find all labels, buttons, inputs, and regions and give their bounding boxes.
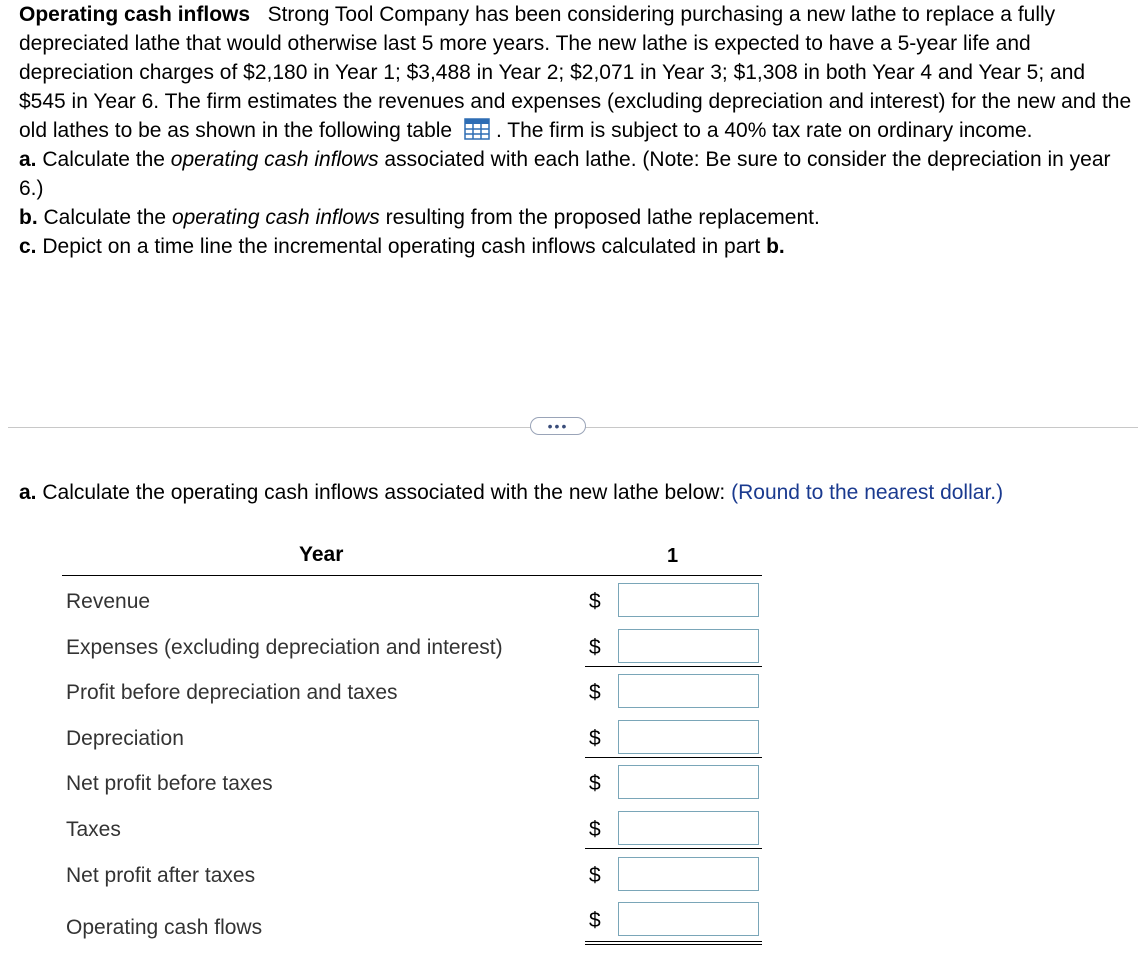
part-a-pre: Calculate the: [42, 148, 165, 171]
part-c-instruction: [19, 232, 1134, 261]
problem-intro-text: Strong Tool Company has been considering purchasing a new lathe to replace a fully depreciated lathe that would otherwise last 5 more years. The new lathe is expected to have a 5-year life and depreciation charges of $2,180 in Year 1; $3,488 in Year 2; $2,071 in Year 3; $1,308 in both Year 4 and Year 5; and $545 in Year 6. The firm estimates the revenues and expenses (excluding depreciation and interest) for the new and the old lathes to be as shown in the following table: [19, 3, 1132, 142]
part-c-bold: b.: [766, 235, 785, 258]
part-b-post: resulting from the proposed lathe replacement.: [385, 206, 820, 229]
table-grid-icon[interactable]: [462, 117, 492, 141]
part-a-em: operating cash inflows: [170, 148, 379, 171]
subtotal-rule: [585, 848, 762, 849]
header-rule: [62, 575, 762, 576]
part-a-instruction: [19, 145, 1134, 203]
profit-before-dep-input[interactable]: [618, 674, 759, 708]
subtotal-rule: [585, 757, 762, 758]
part-a-post: associated with each lathe. (Note: Be sure to consider the depreciation in year 6.): [19, 148, 1111, 200]
row-label-operating-cash-flows: Operating cash flows: [66, 916, 263, 939]
question-prompt: [19, 478, 1003, 507]
year-header: Year: [299, 543, 344, 566]
expand-more-button[interactable]: •••: [530, 417, 586, 435]
part-b-pre: Calculate the: [43, 206, 167, 229]
currency-symbol: $: [589, 909, 601, 932]
part-c-label: c.: [19, 235, 37, 258]
part-c-pre: Depict on a time line the incremental operating cash inflows calculated in part: [42, 235, 761, 258]
currency-symbol: $: [589, 772, 601, 795]
net-profit-after-taxes-input[interactable]: [618, 857, 759, 891]
total-double-rule: [585, 941, 762, 945]
part-b-instruction: [19, 203, 1134, 232]
row-label-expenses: Expenses (excluding depreciation and interest): [66, 636, 503, 659]
currency-symbol: $: [589, 681, 601, 704]
depreciation-input[interactable]: [618, 720, 759, 754]
taxes-input[interactable]: [618, 811, 759, 845]
row-label-taxes: Taxes: [66, 818, 121, 841]
row-label-net-profit-after-taxes: Net profit after taxes: [66, 864, 256, 887]
rounding-hint: (Round to the nearest dollar.): [731, 481, 1004, 504]
currency-symbol: $: [589, 818, 601, 841]
currency-symbol: $: [589, 727, 601, 750]
part-a-label: a.: [19, 148, 37, 171]
expenses-input[interactable]: [618, 629, 759, 663]
row-label-depreciation: Depreciation: [66, 727, 184, 750]
subtotal-rule: [585, 666, 762, 667]
problem-intro-end: . The firm is subject to a 40% tax rate on ordinary income.: [495, 119, 1033, 142]
currency-symbol: $: [589, 590, 601, 613]
problem-intro: [19, 0, 1134, 145]
currency-symbol: $: [589, 864, 601, 887]
row-label-revenue: Revenue: [66, 590, 151, 613]
revenue-input[interactable]: [618, 583, 759, 617]
problem-statement: [19, 0, 1134, 261]
net-profit-before-taxes-input[interactable]: [618, 765, 759, 799]
question-label: a.: [19, 481, 37, 504]
row-label-profit-before-dep: Profit before depreciation and taxes: [66, 681, 398, 704]
part-b-em: operating cash inflows: [171, 206, 380, 229]
part-b-label: b.: [19, 206, 38, 229]
problem-title: Operating cash inflows: [19, 3, 251, 26]
currency-symbol: $: [589, 636, 601, 659]
year-1-header: 1: [667, 545, 679, 567]
question-text: Calculate the operating cash inflows associated with the new lathe below:: [42, 481, 726, 504]
operating-cash-flows-input[interactable]: [618, 902, 759, 936]
row-label-net-profit-before-taxes: Net profit before taxes: [66, 772, 273, 795]
